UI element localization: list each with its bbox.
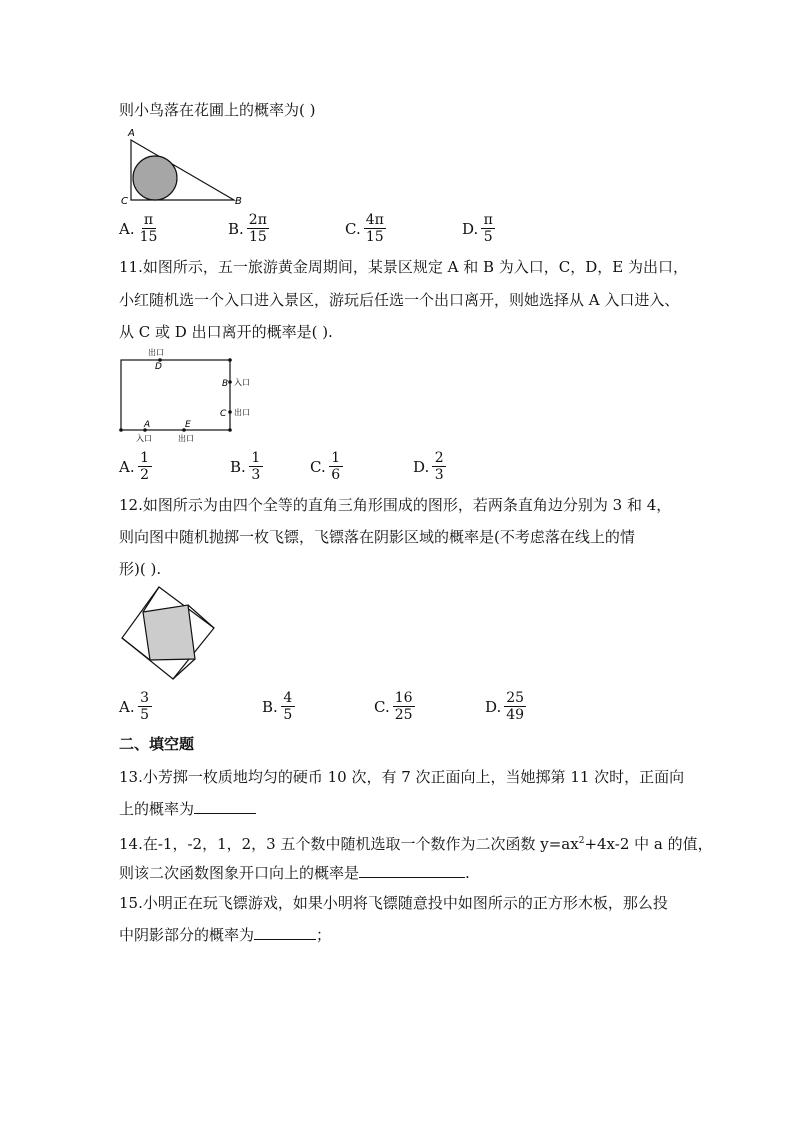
q11-exit-e-letter: E [185, 420, 191, 430]
q14-line-1: 14.在-1，-2，1，2，3 五个数中随机选取一个数作为二次函数 $y=ax^2+4x-2$ 中 a 的值， [119, 835, 713, 853]
q11-entrance-b-tag: 入口 [234, 378, 250, 387]
q12-option-c[interactable]: C. $\frac{16}{25}$ [374, 690, 413, 723]
q12-option-b[interactable]: B. $\frac{4}{5}$ [262, 690, 295, 723]
q11-exit-d-tag: 出口 [148, 348, 164, 357]
q12-shaded-square [143, 605, 195, 660]
q10-triangle-figure [116, 126, 248, 210]
q15-line-2: 中阴影部分的概率为 ； [119, 926, 332, 944]
q11-exit-d-letter: D [155, 362, 162, 372]
q14-answer-blank[interactable] [359, 863, 465, 878]
q11-line-2: 小红随机选一个入口进入景区，游玩后任选一个出口离开，则她选择从 A 入口进入、 [119, 291, 680, 309]
q10-option-d[interactable]: D. $\frac{\pi}{5}$ [462, 212, 495, 245]
q11-line-3: 从 C 或 D 出口离开的概率是( ). [119, 323, 333, 341]
q10-option-b[interactable]: B. $\frac{2\pi}{15}$ [228, 212, 267, 245]
q13-line-1: 13.小芳掷一枚质地均匀的硬币 10 次，有 7 次正面向上，当她掷第 11 次时，正面向 [119, 768, 685, 786]
q12-line-1: 12.如图所示为由四个全等的直角三角形围成的图形，若两条直角边分别为 3 和 4， [119, 496, 672, 514]
q12-option-d[interactable]: D. $\frac{25}{49}$ [485, 690, 525, 723]
q11-scenic-area-figure [112, 346, 272, 446]
q11-entrance-b-dot [228, 380, 232, 384]
q11-line-1: 11.如图所示，五一旅游黄金周期间，某景区规定 A 和 B 为入口，C，D，E 为出口， [119, 258, 689, 276]
q10-text: 则小鸟落在花圃上的概率为( ) [119, 101, 316, 119]
q11-option-c[interactable]: C. $\frac{1}{6}$ [310, 450, 343, 483]
q11-exit-c-letter: C [220, 409, 227, 419]
q10-option-a[interactable]: A. $\frac{\pi}{15}$ [119, 212, 158, 245]
q11-exit-c-tag: 出口 [234, 408, 250, 417]
q15-answer-blank[interactable] [254, 925, 316, 940]
q13-answer-blank[interactable] [194, 799, 256, 814]
q11-option-d[interactable]: D. $\frac{2}{3}$ [413, 450, 446, 483]
q15-line-1: 15.小明正在玩飞镖游戏，如果小明将飞镖随意投中如图所示的正方形木板，那么投 [119, 894, 668, 912]
q12-pinwheel-square-figure [118, 583, 218, 683]
q13-line-2: 上的概率为 [119, 799, 256, 819]
q11-exit-c-dot [228, 410, 232, 414]
q10-label-c: C [121, 196, 128, 207]
q10-label-a: A [128, 128, 135, 139]
q11-entrance-b-letter: B [222, 379, 229, 389]
q10-option-c[interactable]: C. $\frac{4\pi}{15}$ [345, 212, 384, 245]
q11-entrance-a-tag: 入口 [136, 434, 152, 443]
q10-label-b: B [235, 196, 242, 207]
q10-flowerbed-circle [133, 156, 177, 200]
q12-option-a[interactable]: A. $\frac{3}{5}$ [119, 690, 152, 723]
q11-exit-e-tag: 出口 [178, 434, 194, 443]
q11-option-b[interactable]: B. $\frac{1}{3}$ [230, 450, 263, 483]
q14-line-2: 则该二次函数图象开口向上的概率是 . [119, 864, 470, 882]
q12-line-2: 则向图中随机抛掷一枚飞镖，飞镖落在阴影区域的概率是(不考虑落在线上的情 [119, 528, 635, 546]
q12-line-3: 形)( ). [119, 560, 162, 578]
section-fill-in-title: 二、填空题 [119, 735, 195, 753]
q11-entrance-a-letter: A [144, 420, 151, 430]
q11-option-a[interactable]: A. $\frac{1}{2}$ [119, 450, 152, 483]
